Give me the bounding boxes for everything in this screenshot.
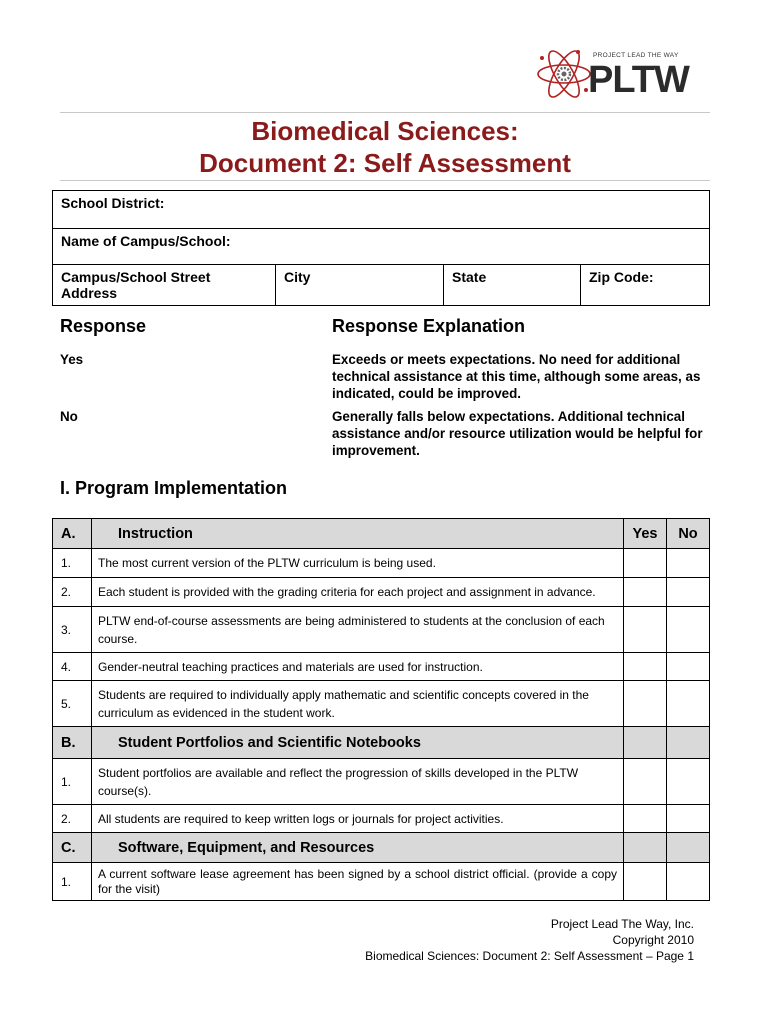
table-row [53,653,710,681]
response-explanation-heading: Response Explanation [332,316,526,336]
section-header-row [53,727,710,759]
logo-wordmark: PLTW [588,59,689,101]
no-checkbox-cell[interactable] [667,549,710,578]
header-divider [60,112,710,113]
section-yes-cell [624,727,667,759]
response-yes: Yes [60,352,84,367]
table-row [53,578,710,607]
section-no-cell [667,833,710,863]
item-text: All students are required to keep written logs or journals for project activities. [92,805,624,833]
yes-checkbox-cell[interactable] [624,805,667,833]
state-field[interactable]: State [444,265,581,306]
zip-code-field[interactable]: Zip Code: [581,265,710,306]
footer-org: Project Lead The Way, Inc. [550,917,694,931]
section-title: Software, Equipment, and Resources [92,833,624,863]
yes-checkbox-cell[interactable] [624,863,667,901]
table-row [53,607,710,653]
item-number: 3. [53,607,92,653]
city-field[interactable]: City [276,265,444,306]
response-heading: Response [60,316,147,336]
yes-checkbox-cell[interactable] [624,759,667,805]
logo-tagline: PROJECT LEAD THE WAY [593,52,679,59]
item-number: 1. [53,863,92,901]
table-row [53,681,710,727]
yes-checkbox-cell[interactable] [624,607,667,653]
no-checkbox-cell[interactable] [667,578,710,607]
street-address-label: Campus/School Street Address [61,269,211,301]
response-yes-explanation: Exceeds or meets expectations. No need for additional technical assistance at this time, although some areas, as indicated, could be improved. [332,352,701,401]
yes-checkbox-cell[interactable] [624,653,667,681]
item-text: Students are required to individually apply mathematic and scientific concepts covered in the curriculum as evidenced in the student work. [92,681,624,727]
section-title: Student Portfolios and Scientific Notebooks [92,727,624,759]
table-row [53,863,710,901]
section-header-row [53,833,710,863]
section-letter: A. [53,519,92,549]
response-no-explanation: Generally falls below expectations. Additional technical assistance and/or resource utilization would be helpful for improvement. [332,409,703,458]
page-footer [365,916,694,964]
footer-page: Biomedical Sciences: Document 2: Self Assessment – Page 1 [365,949,694,963]
yes-checkbox-cell[interactable] [624,578,667,607]
no-checkbox-cell[interactable] [667,805,710,833]
yes-checkbox-cell[interactable] [624,549,667,578]
yes-checkbox-cell[interactable] [624,681,667,727]
no-checkbox-cell[interactable] [667,759,710,805]
assessment-table [52,518,710,901]
no-checkbox-cell[interactable] [667,653,710,681]
no-checkbox-cell[interactable] [667,863,710,901]
no-checkbox-cell[interactable] [667,681,710,727]
response-no: No [60,409,78,424]
yes-column-header: Yes [624,519,667,549]
item-number: 4. [53,653,92,681]
footer-copyright: Copyright 2010 [612,933,694,947]
item-text: Each student is provided with the grading criteria for each project and assignment in advance. [92,578,624,607]
item-text: Student portfolios are available and reflect the progression of skills developed in the PLTW course(s). [92,759,624,805]
section-title: Instruction [92,519,624,549]
section-yes-cell [624,833,667,863]
no-checkbox-cell[interactable] [667,607,710,653]
table-row [53,549,710,578]
table-row [53,805,710,833]
table-row [53,759,710,805]
item-number: 5. [53,681,92,727]
item-text: PLTW end-of-course assessments are being administered to students at the conclusion of each course. [92,607,624,653]
no-column-header: No [667,519,710,549]
section-letter: C. [53,833,92,863]
item-text: The most current version of the PLTW curriculum is being used. [92,549,624,578]
item-number: 2. [53,805,92,833]
document-subtitle: Document 2: Self Assessment [199,148,571,178]
program-implementation-heading: I. Program Implementation [60,478,288,498]
document-title: Biomedical Sciences: [251,116,519,146]
campus-name-field[interactable]: Name of Campus/School: [53,229,710,265]
section-header-row [53,519,710,549]
item-number: 1. [53,759,92,805]
school-district-field[interactable]: School District: [53,191,710,229]
street-address-field[interactable] [53,265,276,306]
school-info-table [52,190,710,306]
section-letter: B. [53,727,92,759]
section-no-cell [667,727,710,759]
item-number: 1. [53,549,92,578]
item-text: Gender-neutral teaching practices and materials are used for instruction. [92,653,624,681]
item-text: A current software lease agreement has been signed by a school district official. (provide a copy for the visit) [92,863,624,901]
title-divider [60,180,710,181]
item-number: 2. [53,578,92,607]
